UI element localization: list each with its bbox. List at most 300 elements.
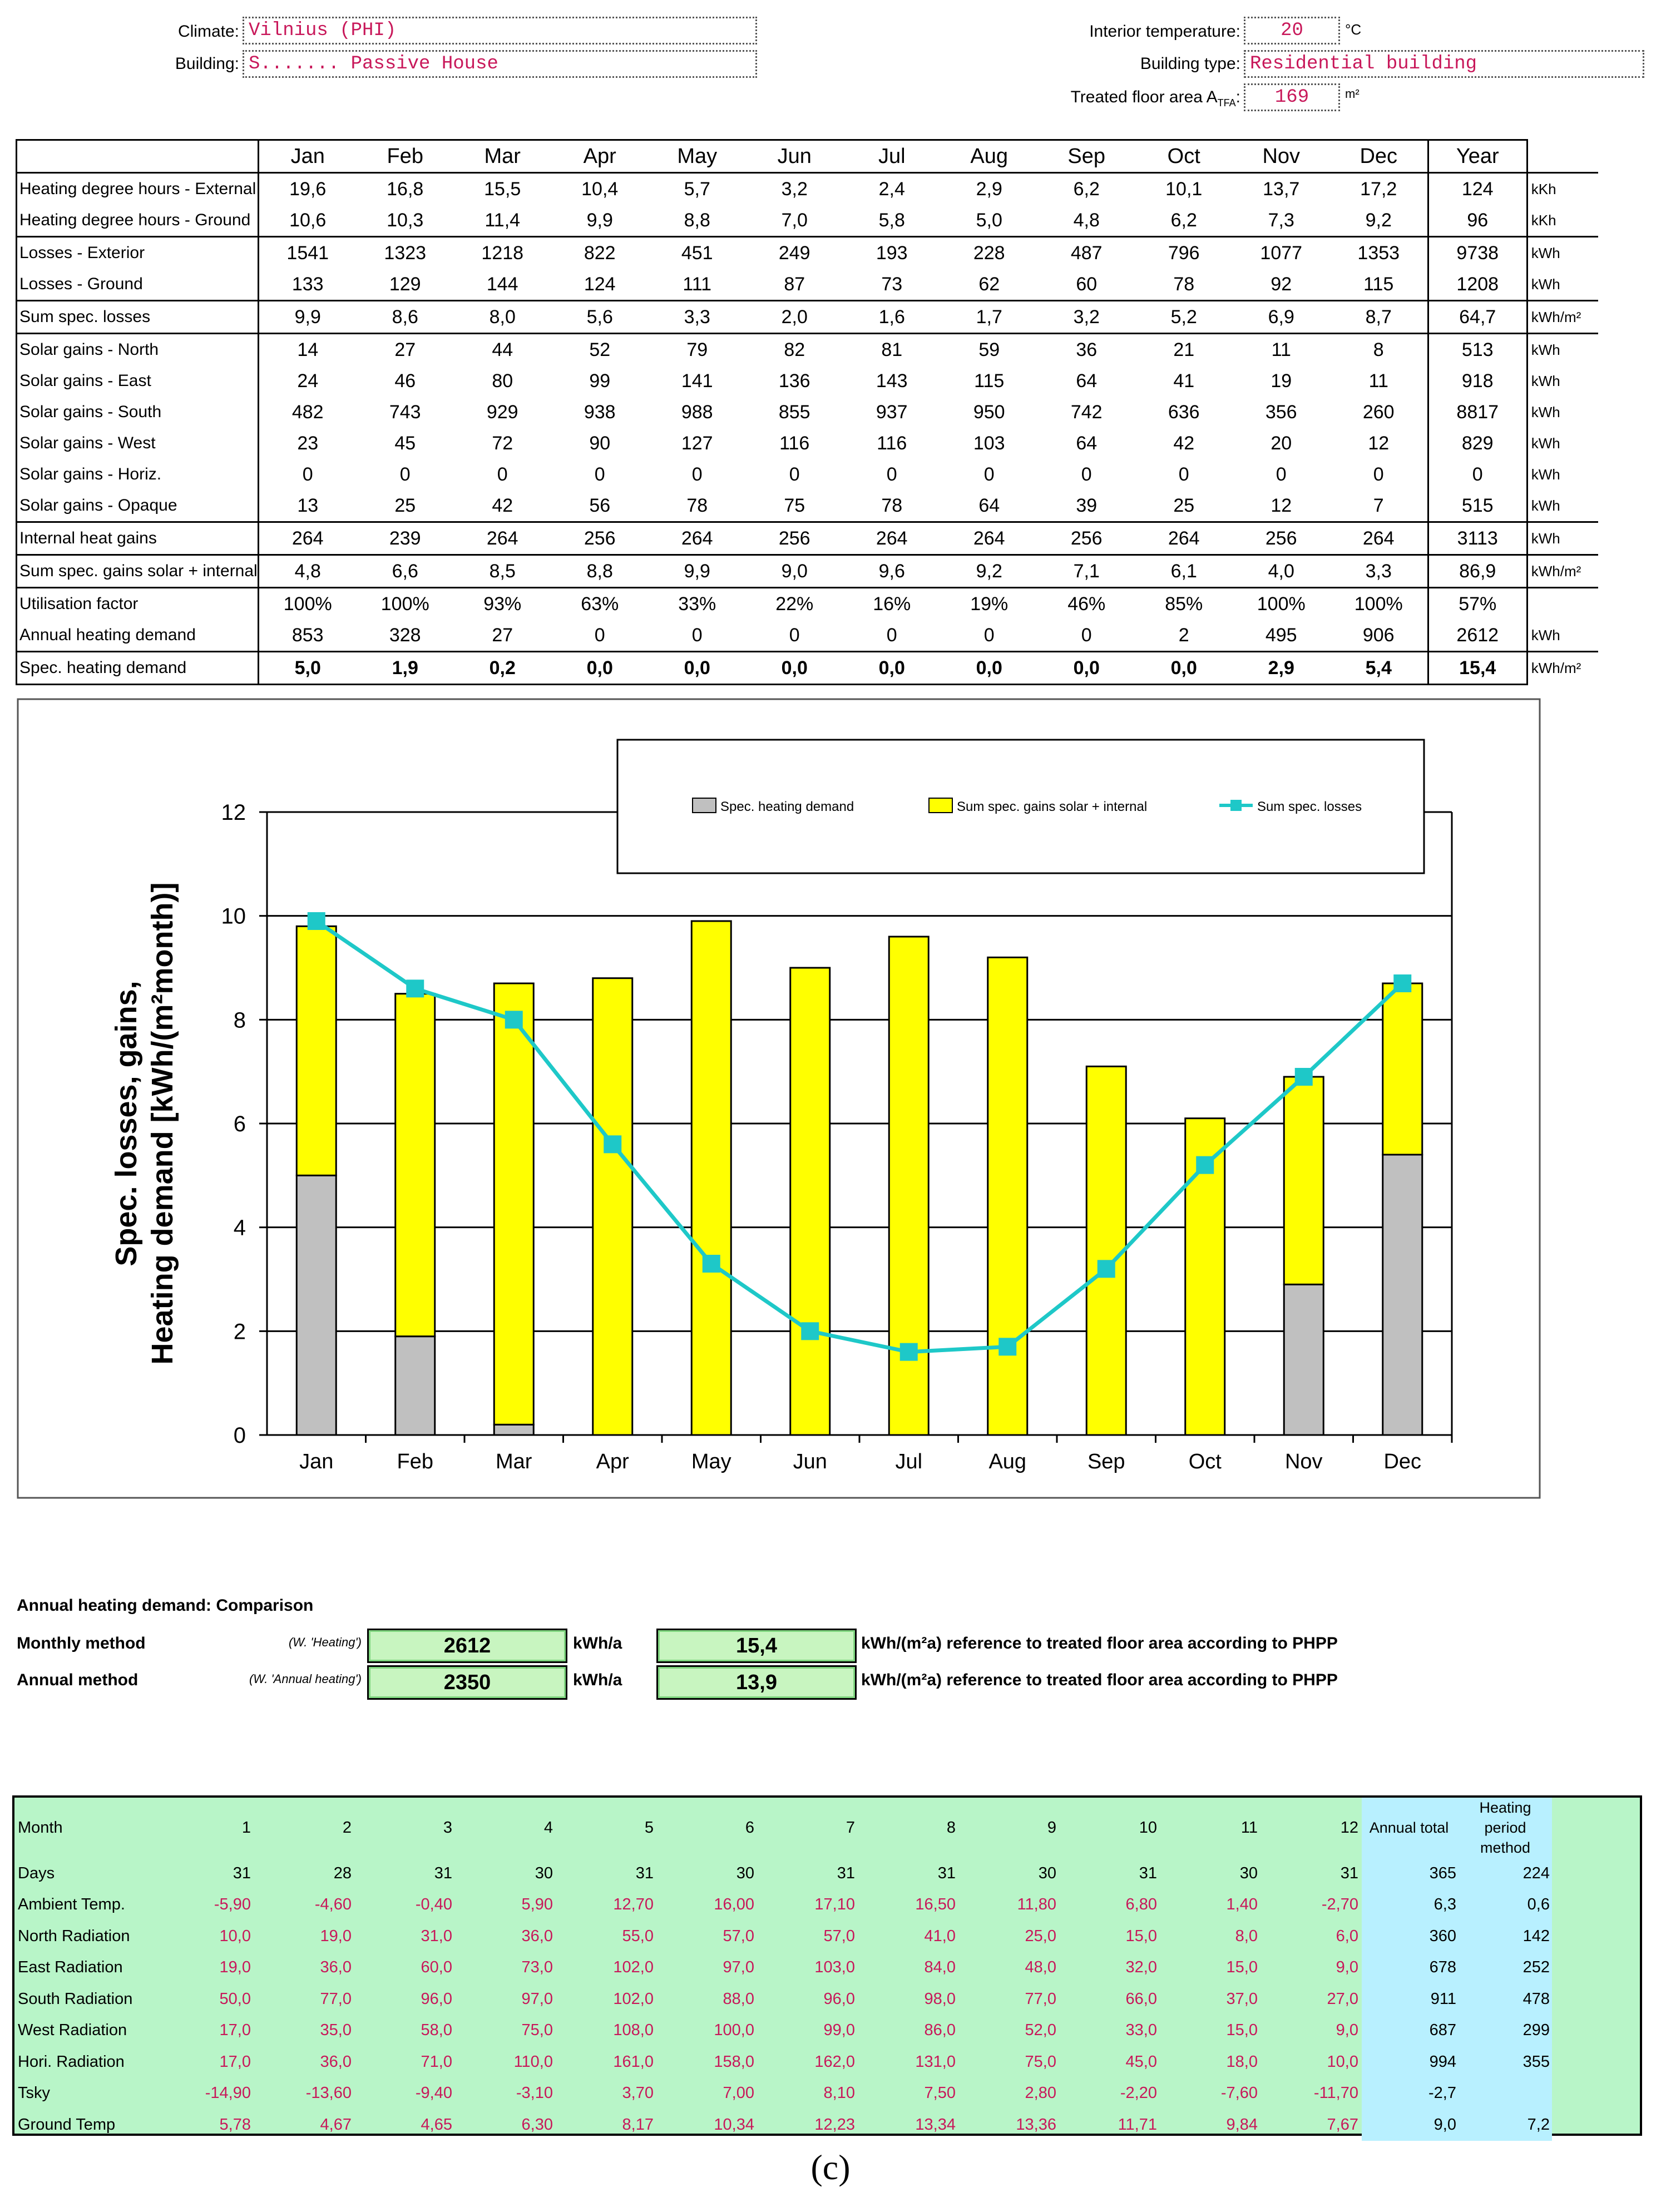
table-cell: 10,4 xyxy=(551,173,649,205)
climate-cell: 5,90 xyxy=(521,1896,553,1914)
column-header: Nov xyxy=(1233,140,1330,173)
table-row xyxy=(17,652,1598,685)
table-cell: 86,9 xyxy=(1428,555,1527,588)
heating-period-cell: 355 xyxy=(1461,2046,1552,2078)
heating-period-cell: 252 xyxy=(1461,1952,1552,1984)
climate-cell: 7,67 xyxy=(1327,2115,1358,2134)
table-cell: 264 xyxy=(258,522,357,555)
climate-cell: 15,0 xyxy=(1226,1958,1258,1977)
table-cell: 90 xyxy=(589,432,611,454)
table-cell: 1,7 xyxy=(941,301,1038,334)
annual-total-cell: 687 xyxy=(1362,2015,1461,2047)
climate-cell: 31,0 xyxy=(421,1927,452,1945)
interior-temp-label: Interior temperature: xyxy=(1089,22,1240,41)
month-number: 3 xyxy=(443,1818,452,1837)
table-corner xyxy=(17,140,259,173)
table-cell: 3,3 xyxy=(1330,555,1428,588)
table-cell: 42 xyxy=(1173,432,1195,454)
table-row xyxy=(17,490,1598,522)
row-unit: kWh xyxy=(1531,275,1560,293)
row-unit: kWh xyxy=(1531,626,1560,644)
building-type-field[interactable]: Residential building xyxy=(1244,50,1644,78)
climate-cell: 58,0 xyxy=(421,2021,452,2040)
climate-row-label: Tsky xyxy=(18,2084,50,2102)
table-cell: 0 xyxy=(789,624,800,646)
table-cell: 4,8 xyxy=(258,555,357,588)
table-cell: 5,8 xyxy=(878,209,905,231)
table-cell: 36 xyxy=(1038,334,1135,366)
table-cell: 82 xyxy=(746,334,843,366)
column-header: Oct xyxy=(1135,140,1233,173)
legend-label-gains: Sum spec. gains solar + internal xyxy=(957,799,1148,814)
row-label: Solar gains - Opaque xyxy=(17,490,259,522)
table-cell: 19 xyxy=(1271,370,1292,392)
climate-cell: 30 xyxy=(1038,1864,1056,1882)
comparison-row-ref: (W. 'Heating') xyxy=(288,1635,362,1649)
table-cell: 25 xyxy=(394,494,416,516)
table-cell: 103 xyxy=(973,432,1005,454)
table-cell: 59 xyxy=(941,334,1038,366)
x-tick-label: Oct xyxy=(1188,1450,1222,1473)
table-cell: 8,0 xyxy=(454,301,551,334)
table-cell: 20 xyxy=(1271,432,1292,454)
climate-cell: 48,0 xyxy=(1025,1958,1056,1977)
annual-total-cell: 6,3 xyxy=(1362,1889,1461,1921)
x-tick-label: Jul xyxy=(895,1450,923,1473)
row-label: Solar gains - North xyxy=(17,334,259,366)
climate-cell: 52,0 xyxy=(1025,2021,1056,2040)
table-cell: 822 xyxy=(551,237,649,269)
table-cell: 260 xyxy=(1362,401,1395,423)
table-cell: 9,2 xyxy=(1365,209,1392,231)
x-tick-label: Aug xyxy=(988,1450,1027,1473)
comparison-row-label: Annual method xyxy=(17,1671,139,1689)
loss-marker xyxy=(998,1338,1016,1355)
climate-cell: 84,0 xyxy=(924,1958,956,1977)
table-cell: 80 xyxy=(492,370,513,392)
table-cell: 92 xyxy=(1271,273,1292,295)
table-cell: 25 xyxy=(1173,494,1195,516)
table-cell: 228 xyxy=(941,237,1038,269)
table-cell: 938 xyxy=(584,401,616,423)
table-cell: 7,0 xyxy=(781,209,808,231)
table-cell: 73 xyxy=(881,273,903,295)
table-cell: 11,4 xyxy=(485,209,521,231)
climate-cell: 15,0 xyxy=(1226,2021,1258,2040)
y-tick-label: 4 xyxy=(233,1215,246,1240)
table-cell: 0 xyxy=(399,463,411,485)
climate-cell: 36,0 xyxy=(320,1958,352,1977)
table-cell: 1,6 xyxy=(843,301,941,334)
unit-header xyxy=(1527,140,1598,173)
table-row xyxy=(17,365,1598,397)
table-cell: 6,2 xyxy=(1038,173,1135,205)
climate-cell: 31 xyxy=(1340,1864,1358,1882)
climate-cell: 57,0 xyxy=(723,1927,754,1945)
x-tick-label: May xyxy=(691,1450,731,1473)
climate-row-label: North Radiation xyxy=(18,1927,130,1945)
climate-cell: 77,0 xyxy=(1025,1990,1056,2008)
y-tick-label: 0 xyxy=(233,1423,246,1448)
table-cell: 115 xyxy=(974,370,1005,392)
row-label: Annual heating demand xyxy=(17,620,259,652)
interior-temp-field[interactable]: 20 xyxy=(1244,17,1340,44)
annual-total-cell: -2,7 xyxy=(1362,2078,1461,2110)
table-cell: 56 xyxy=(589,494,611,516)
climate-row-label: South Radiation xyxy=(18,1990,133,2008)
table-cell: 11 xyxy=(1368,370,1388,392)
climate-row xyxy=(14,1858,1552,1889)
table-cell: 0 xyxy=(1276,463,1287,485)
climate-cell: 19,0 xyxy=(219,1958,251,1977)
table-cell: 3,3 xyxy=(649,301,746,334)
climate-label: Climate: xyxy=(177,22,239,41)
climate-cell: 9,0 xyxy=(1336,2021,1358,2040)
comparison-unit: kWh/a xyxy=(573,1634,622,1652)
table-cell: 256 xyxy=(551,522,649,555)
y-tick-label: 8 xyxy=(233,1008,246,1033)
table-cell: 63% xyxy=(551,588,649,620)
table-cell: 5,6 xyxy=(551,301,649,334)
climate-row-label: East Radiation xyxy=(18,1958,123,1977)
table-cell: 46 xyxy=(394,370,416,392)
tfa-field[interactable]: 169 xyxy=(1244,83,1340,111)
row-unit: kKh xyxy=(1527,173,1598,205)
table-cell: 3,2 xyxy=(746,173,843,205)
climate-cell: 30 xyxy=(535,1864,553,1882)
climate-cell: 9,84 xyxy=(1226,2115,1258,2134)
row-unit: kWh xyxy=(1527,522,1598,555)
table-cell: 19% xyxy=(941,588,1038,620)
loss-marker xyxy=(308,912,325,930)
table-cell: 62 xyxy=(978,273,1000,295)
climate-cell: 35,0 xyxy=(320,2021,352,2040)
table-cell: 264 xyxy=(941,522,1038,555)
table-cell: 133 xyxy=(291,273,324,295)
table-cell: 482 xyxy=(291,401,324,423)
climate-cell: 31 xyxy=(937,1864,956,1882)
row-label: Spec. heating demand xyxy=(17,652,259,685)
tfa-label: Treated floor area $A_{TFA}$: xyxy=(1070,88,1240,108)
climate-cell: 162,0 xyxy=(814,2052,855,2071)
table-cell: 85% xyxy=(1135,588,1233,620)
climate-cell: -7,60 xyxy=(1220,2084,1258,2102)
y-tick-label: 6 xyxy=(233,1112,246,1136)
bar-gains xyxy=(1086,1066,1126,1435)
climate-cell: -4,60 xyxy=(314,1896,352,1914)
row-label: Solar gains - Horiz. xyxy=(17,459,259,490)
table-cell: 264 xyxy=(454,522,551,555)
y-axis-label-line2: Heating demand [kWh/(m²month)] xyxy=(146,882,179,1365)
month-number: 8 xyxy=(946,1818,956,1837)
row-unit: kWh xyxy=(1531,403,1560,420)
climate-cell: 30 xyxy=(1239,1864,1258,1882)
table-cell: 743 xyxy=(389,401,421,423)
table-cell: 72 xyxy=(492,432,513,454)
heating-period-cell: 7,2 xyxy=(1461,2109,1552,2141)
table-cell: 1353 xyxy=(1330,237,1428,269)
comparison-title: Annual heating demand: Comparison xyxy=(17,1596,314,1615)
table-cell: 0 xyxy=(497,463,508,485)
month-number: 10 xyxy=(1139,1818,1157,1837)
climate-cell: 33,0 xyxy=(1125,2021,1157,2040)
table-cell: 22% xyxy=(746,588,843,620)
annual-total-cell: 678 xyxy=(1362,1952,1461,1984)
table-cell: 143 xyxy=(876,370,908,392)
table-cell: 8817 xyxy=(1428,397,1527,428)
table-cell: 64 xyxy=(978,494,1000,516)
bar-gains xyxy=(593,978,632,1435)
climate-cell: -2,70 xyxy=(1321,1896,1358,1914)
month-label: Month xyxy=(18,1818,63,1837)
climate-cell: 71,0 xyxy=(421,2052,452,2071)
table-row xyxy=(17,334,1598,366)
table-cell: 17,2 xyxy=(1330,173,1428,205)
column-header: Sep xyxy=(1038,140,1135,173)
interior-temp-unit: °C xyxy=(1345,21,1362,38)
annual-total-cell: 994 xyxy=(1362,2046,1461,2078)
climate-cell: 36,0 xyxy=(521,1927,553,1945)
comparison-spec-box: 15,4 xyxy=(656,1629,857,1663)
climate-cell: 4,65 xyxy=(421,2115,452,2134)
table-cell: 264 xyxy=(649,522,746,555)
climate-field[interactable]: Vilnius (PHI) xyxy=(243,17,757,44)
column-header: Jul xyxy=(843,140,941,173)
comparison-value-box: 2612 xyxy=(367,1629,567,1663)
table-cell: 8,5 xyxy=(454,555,551,588)
climate-cell: 97,0 xyxy=(521,1990,553,2008)
comparison-row-label: Monthly method xyxy=(17,1634,146,1652)
table-cell: 45 xyxy=(394,432,416,454)
table-cell: 742 xyxy=(1070,401,1103,423)
table-cell: 0 xyxy=(1178,463,1189,485)
climate-cell: 31 xyxy=(434,1864,452,1882)
table-cell: 8,7 xyxy=(1330,301,1428,334)
row-label: Losses - Ground xyxy=(17,269,259,301)
table-cell: 0 xyxy=(1373,463,1384,485)
table-cell: 3113 xyxy=(1428,522,1527,555)
x-tick-label: Jun xyxy=(793,1450,827,1473)
climate-cell: 75,0 xyxy=(1025,2052,1056,2071)
table-cell: 8,6 xyxy=(357,301,454,334)
table-cell: 2 xyxy=(1178,624,1189,646)
table-cell: 906 xyxy=(1362,624,1395,646)
climate-row xyxy=(14,1983,1552,2015)
heating-period-cell: 299 xyxy=(1461,2015,1552,2047)
table-cell: 129 xyxy=(389,273,421,295)
table-cell: 256 xyxy=(746,522,843,555)
row-unit: kKh xyxy=(1531,211,1556,229)
table-cell: 495 xyxy=(1265,624,1297,646)
table-cell: 78 xyxy=(1173,273,1195,295)
climate-cell: 15,0 xyxy=(1125,1927,1157,1945)
climate-data-table xyxy=(14,1798,1552,2141)
table-cell: 264 xyxy=(1330,522,1428,555)
table-cell: 115 xyxy=(1363,273,1394,295)
climate-cell: 2,80 xyxy=(1025,2084,1056,2102)
x-tick-label: Apr xyxy=(596,1450,629,1473)
table-cell: 0 xyxy=(594,624,605,646)
table-cell: 853 xyxy=(291,624,324,646)
climate-cell: 103,0 xyxy=(814,1958,855,1977)
table-cell: 33% xyxy=(649,588,746,620)
row-unit: kWh xyxy=(1527,237,1598,269)
loss-marker xyxy=(900,1343,918,1361)
climate-cell: 28 xyxy=(333,1864,352,1882)
climate-cell: 8,10 xyxy=(823,2084,855,2102)
legend-swatch-gains xyxy=(929,798,952,813)
column-header: May xyxy=(649,140,746,173)
table-cell: 23 xyxy=(297,432,319,454)
table-row xyxy=(17,620,1598,652)
climate-cell: 12,23 xyxy=(814,2115,855,2134)
table-cell: 0 xyxy=(691,463,703,485)
climate-cell: 1,40 xyxy=(1226,1896,1258,1914)
table-cell: 0,0 xyxy=(1038,652,1135,685)
row-label: Sum spec. gains solar + internal xyxy=(17,555,259,588)
climate-row-label: Ambient Temp. xyxy=(18,1896,125,1914)
loss-marker xyxy=(703,1255,720,1273)
annual-total-cell: 360 xyxy=(1362,1921,1461,1952)
loss-marker xyxy=(1393,974,1411,992)
climate-row xyxy=(14,1889,1552,1921)
table-cell: 0 xyxy=(302,463,313,485)
climate-cell: 10,0 xyxy=(1327,2052,1358,2071)
table-cell: 1208 xyxy=(1428,269,1527,301)
climate-cell: 27,0 xyxy=(1327,1990,1358,2008)
table-cell: 16,8 xyxy=(357,173,454,205)
table-cell: 4,8 xyxy=(1073,209,1100,231)
table-cell: 451 xyxy=(649,237,746,269)
table-cell: 64,7 xyxy=(1428,301,1527,334)
climate-cell: 41,0 xyxy=(924,1927,956,1945)
table-cell: 8,8 xyxy=(684,209,710,231)
table-cell: 0,0 xyxy=(941,652,1038,685)
table-cell: 918 xyxy=(1428,365,1527,397)
row-label: Solar gains - East xyxy=(17,365,259,397)
climate-cell: 9,0 xyxy=(1336,1958,1358,1977)
climate-cell: 8,17 xyxy=(622,2115,654,2134)
climate-cell: 19,0 xyxy=(320,1927,352,1945)
table-cell: 41 xyxy=(1173,370,1195,392)
x-tick-label: Nov xyxy=(1284,1450,1323,1473)
table-row xyxy=(17,588,1598,620)
table-cell: 0,0 xyxy=(649,652,746,685)
building-field[interactable]: S....... Passive House xyxy=(243,50,757,78)
table-row xyxy=(17,173,1598,205)
climate-cell: 55,0 xyxy=(622,1927,654,1945)
monthly-balance-table xyxy=(16,139,1598,685)
table-cell: 4,0 xyxy=(1233,555,1330,588)
table-cell: 5,4 xyxy=(1330,652,1428,685)
legend-swatch-marker-losses xyxy=(1230,800,1242,811)
legend-swatch-heating xyxy=(693,798,716,813)
climate-cell: 31 xyxy=(635,1864,654,1882)
table-cell: 9,0 xyxy=(746,555,843,588)
table-cell: 124 xyxy=(584,273,616,295)
row-label: Heating degree hours - Ground xyxy=(17,205,259,237)
table-cell: 0 xyxy=(691,624,703,646)
table-row xyxy=(17,428,1598,459)
row-label: Sum spec. losses xyxy=(17,301,259,334)
table-cell: 15,5 xyxy=(454,173,551,205)
table-cell: 27 xyxy=(357,334,454,366)
climate-cell: 66,0 xyxy=(1125,1990,1157,2008)
table-cell: 0 xyxy=(886,624,897,646)
bar-gains xyxy=(988,957,1027,1435)
bar-heating-demand xyxy=(396,1337,435,1435)
bar-heating-demand xyxy=(296,1175,336,1435)
table-cell: 127 xyxy=(681,432,713,454)
climate-row xyxy=(14,2046,1552,2078)
table-cell: 0,0 xyxy=(746,652,843,685)
table-cell: 79 xyxy=(649,334,746,366)
table-cell: 10,1 xyxy=(1135,173,1233,205)
table-cell: 24 xyxy=(297,370,319,392)
climate-cell: 31 xyxy=(233,1864,251,1882)
table-cell: 1323 xyxy=(357,237,454,269)
comparison-note: kWh/(m²a) reference to treated floor area according to PHPP xyxy=(861,1634,1338,1652)
climate-cell: 17,10 xyxy=(814,1896,855,1914)
row-unit: kWh xyxy=(1531,434,1560,452)
column-header: Mar xyxy=(454,140,551,173)
table-cell: 9,2 xyxy=(941,555,1038,588)
table-cell: 239 xyxy=(357,522,454,555)
y-tick-label: 2 xyxy=(233,1319,246,1344)
table-cell: 0,0 xyxy=(1135,652,1233,685)
table-cell: 256 xyxy=(1233,522,1330,555)
loss-marker xyxy=(1196,1156,1214,1174)
climate-cell: 73,0 xyxy=(521,1958,553,1977)
table-cell: 15,4 xyxy=(1428,652,1527,685)
table-cell: 16% xyxy=(843,588,941,620)
climate-cell: 30 xyxy=(736,1864,754,1882)
table-row xyxy=(17,205,1598,237)
month-number: 9 xyxy=(1047,1818,1056,1837)
climate-cell: 60,0 xyxy=(421,1958,452,1977)
climate-cell: 32,0 xyxy=(1125,1958,1157,1977)
heating-period-header: Heating period method xyxy=(1461,1798,1552,1858)
table-cell: 100% xyxy=(1330,588,1428,620)
climate-cell: 36,0 xyxy=(320,2052,352,2071)
row-unit: kWh xyxy=(1531,497,1560,514)
table-cell: 636 xyxy=(1168,401,1200,423)
table-cell: 19,6 xyxy=(258,173,357,205)
row-unit: kWh xyxy=(1531,372,1560,389)
climate-cell: 12,70 xyxy=(613,1896,654,1914)
table-cell: 5,0 xyxy=(976,209,1002,231)
climate-cell: 75,0 xyxy=(521,2021,553,2040)
table-cell: 116 xyxy=(877,432,907,454)
climate-cell: 50,0 xyxy=(219,1990,251,2008)
climate-cell: 86,0 xyxy=(924,2021,956,2040)
climate-cell: 10,34 xyxy=(714,2115,754,2134)
row-label: Solar gains - West xyxy=(17,428,259,459)
climate-cell: -9,40 xyxy=(415,2084,452,2102)
table-cell: 0 xyxy=(1428,459,1527,490)
table-cell: 124 xyxy=(1428,173,1527,205)
table-cell: 42 xyxy=(492,494,513,516)
table-cell: 39 xyxy=(1076,494,1098,516)
climate-cell: 88,0 xyxy=(723,1990,754,2008)
table-cell: 328 xyxy=(389,624,421,646)
column-header: Feb xyxy=(357,140,454,173)
month-number: 5 xyxy=(644,1818,654,1837)
table-cell: 2,9 xyxy=(1233,652,1330,685)
bar-heating-demand xyxy=(1383,1155,1422,1435)
row-unit: kWh/m² xyxy=(1527,301,1598,334)
table-cell: 264 xyxy=(1135,522,1233,555)
